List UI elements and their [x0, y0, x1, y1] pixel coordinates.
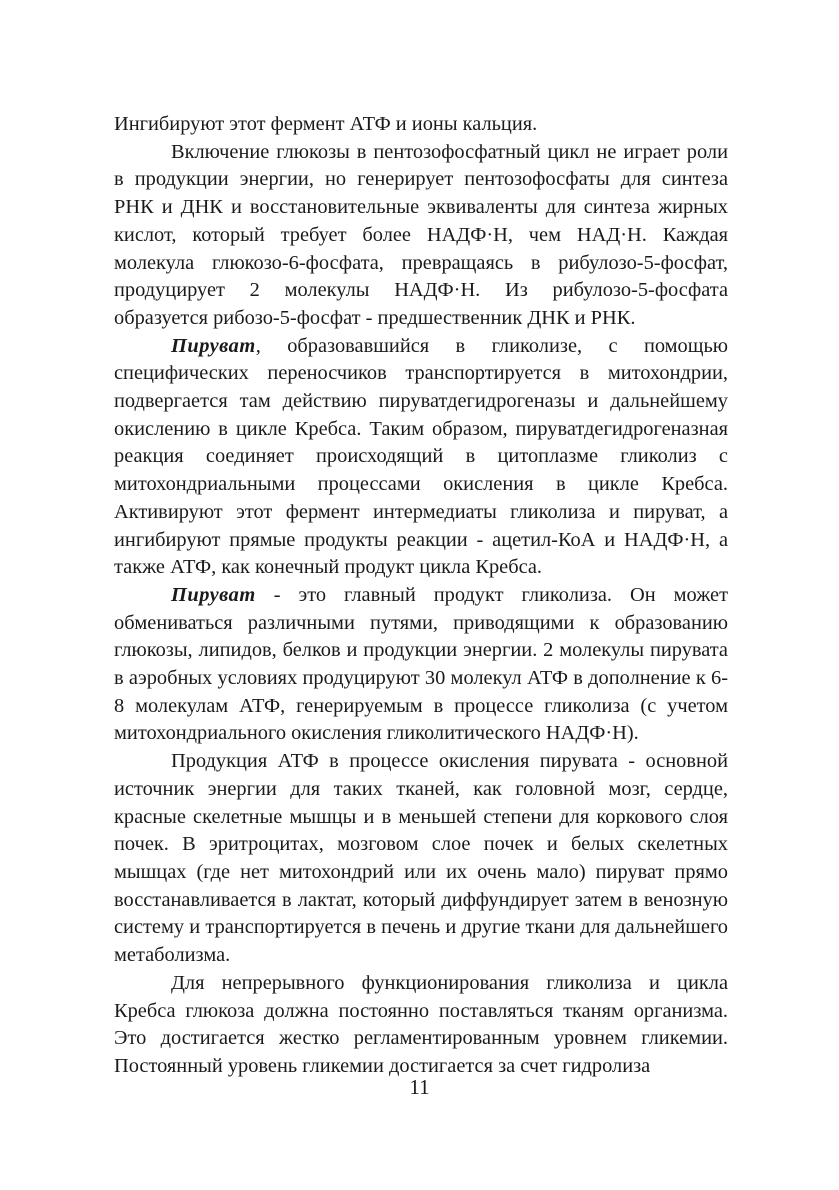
paragraph: [114, 111, 728, 139]
paragraph: [114, 333, 728, 582]
page-number: 11: [409, 1075, 430, 1099]
paragraph-text: Включение глюкозы в пентозофосфатный цикл не играет роли в продукции энергии, но генерирует пентозофосфаты для синтеза РНК и ДНК и восстановительные эквиваленты для синтеза жирных кислот, который требует более НАДФ·Н, чем НАД·Н. Каждая молекула глюкозо-6-фосфата, превращаясь в рибулозо-5-фосфат, продуцирует 2 молекулы НАДФ·Н. Из рибулозо-5-фосфата образуется рибозо-5-фосфат - предшественник ДНК и РНК.: [114, 140, 728, 329]
paragraph-text: Продукция АТФ в процессе окисления пирувата - основной источник энергии для таких тканей, как головной мозг, сердце, красные скелетные мышцы и в меньшей степени для коркового слоя почек. В эритроцитах, мозговом слое почек и белых скелетных мышцах (где нет митохондрий или их очень мало) пируват прямо восстанавливается в лактат, который диффундирует затем в венозную систему и транспортируется в печень и другие ткани для дальнейшего метаболизма.: [114, 750, 728, 967]
paragraph: [114, 748, 728, 970]
term-emphasis: Пируват: [171, 583, 256, 606]
paragraph-text: - это главный продукт гликолиза. Он может обмениваться различными путями, приводящими к образованию глюкозы, липидов, белков и продукции энергии. 2 молекулы пирувата в аэробных условиях продуцируют 30 молекул АТФ в дополнение к 6-8 молекулам АТФ, генерируемым в процессе гликолиза (с учетом митохондриального окисления гликолитического НАДФ·Н).: [114, 583, 728, 745]
paragraph: [114, 970, 728, 1081]
paragraph-text: Для непрерывного функционирования гликолиза и цикла Кребса глюкоза должна постоянно поставляться тканям организма. Это достигается жестко регламентированным уровнем гликемии. Постоянный уровень гликемии достигается за счет гидролиза: [114, 971, 728, 1077]
paragraph-text: , образовавшийся в гликолизе, с помощью специфических переносчиков транспортируется в митохондрии, подвергается там действию пируватдегидрогеназы и дальнейшему окислению в цикле Кребса. Таким образом, пируватдегидрогеназная реакция соединяет происходящий в цитоплазме гликолиз с митохондриальными процессами окисления в цикле Кребса. Активируют этот фермент интермедиаты гликолиза и пируват, а ингибируют прямые продукты реакции - ацетил-КоА и НАДФ·Н, а также АТФ, как конечный продукт цикла Кребса.: [114, 334, 728, 579]
page-body: [114, 111, 728, 1081]
paragraph: [114, 139, 728, 333]
term-emphasis: Пируват: [171, 334, 256, 357]
paragraph: [114, 582, 728, 748]
paragraph-text: Ингибируют этот фермент АТФ и ионы кальция.: [114, 113, 538, 135]
